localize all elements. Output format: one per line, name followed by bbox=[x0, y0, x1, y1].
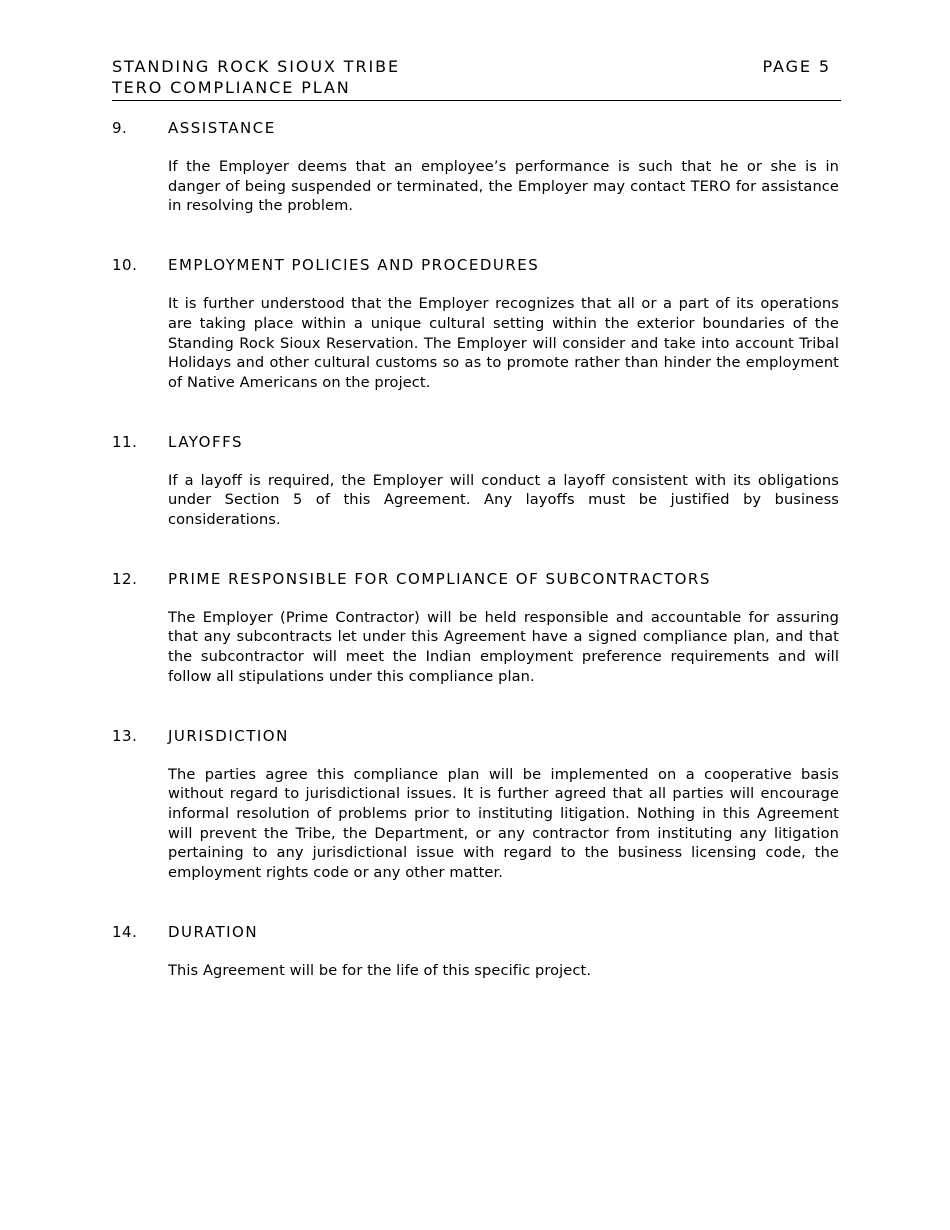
section-title: ASSISTANCE bbox=[168, 119, 276, 137]
section-body: If the Employer deems that an employee’s performance is such that he or she is in danger of being suspended or terminated, the Employer may contact TERO for assistance in resolving the problem. bbox=[168, 158, 839, 215]
page-number: PAGE 5 bbox=[762, 57, 831, 76]
section-layoffs bbox=[112, 432, 839, 530]
section-number: 13. bbox=[112, 726, 138, 745]
section-number: 11. bbox=[112, 432, 138, 451]
section-heading bbox=[112, 569, 839, 589]
section-title: PRIME RESPONSIBLE FOR COMPLIANCE OF SUBCONTRACTORS bbox=[168, 569, 711, 588]
section-heading bbox=[112, 922, 839, 942]
section-body: It is further understood that the Employer recognizes that all or a part of its operations are taking place within a unique cultural setting within the exterior boundaries of the Standing Rock Sioux Reservation. The Employer will consider and take into account Tribal Holidays and other cultural customs so as to promote rather than hinder the employment of Native Americans on the project. bbox=[168, 295, 839, 391]
section-duration bbox=[112, 922, 839, 981]
section-body: The Employer (Prime Contractor) will be held responsible and accountable for assuring that any subcontracts let under this Agreement have a signed compliance plan, and that the subcontractor will meet the Indian employment preference requirements and will follow all stipulations under this compliance plan. bbox=[168, 608, 839, 685]
sections-list bbox=[112, 118, 839, 1019]
section-title: JURISDICTION bbox=[168, 726, 289, 745]
section-body: This Agreement will be for the life of this specific project. bbox=[168, 961, 592, 979]
section-heading bbox=[112, 432, 839, 452]
section-title: DURATION bbox=[168, 922, 259, 941]
section-body: The parties agree this compliance plan will be implemented on a cooperative basis without regard to jurisdictional issues. It is further agreed that all parties will encourage informal resolution of problems prior to instituting litigation. Nothing in this Agreement will prevent the Tribe, the Department, or any contractor from instituting any litigation pertaining to any jurisdictional issue with regard to the business licensing code, the employment rights code or any other matter. bbox=[168, 765, 839, 882]
section-number: 9. bbox=[112, 119, 128, 137]
section-heading bbox=[112, 255, 839, 275]
section-employment-policies bbox=[112, 255, 839, 393]
section-number: 10. bbox=[112, 256, 138, 275]
section-number: 14. bbox=[112, 922, 138, 941]
header-document-title: TERO COMPLIANCE PLAN bbox=[112, 78, 351, 97]
section-title: EMPLOYMENT POLICIES AND PROCEDURES bbox=[168, 256, 540, 275]
section-assistance bbox=[112, 118, 839, 216]
section-title: LAYOFFS bbox=[168, 432, 243, 451]
section-number: 12. bbox=[112, 569, 138, 588]
header-organization: STANDING ROCK SIOUX TRIBE bbox=[112, 57, 400, 76]
section-heading bbox=[112, 726, 839, 746]
section-heading bbox=[112, 118, 839, 138]
section-body: If a layoff is required, the Employer will conduct a layoff consistent with its obligations under Section 5 of this Agreement. Any layoffs must be justified by business considerations. bbox=[168, 471, 839, 529]
section-prime-responsible bbox=[112, 569, 839, 687]
section-jurisdiction bbox=[112, 726, 839, 883]
page-header bbox=[112, 56, 841, 101]
